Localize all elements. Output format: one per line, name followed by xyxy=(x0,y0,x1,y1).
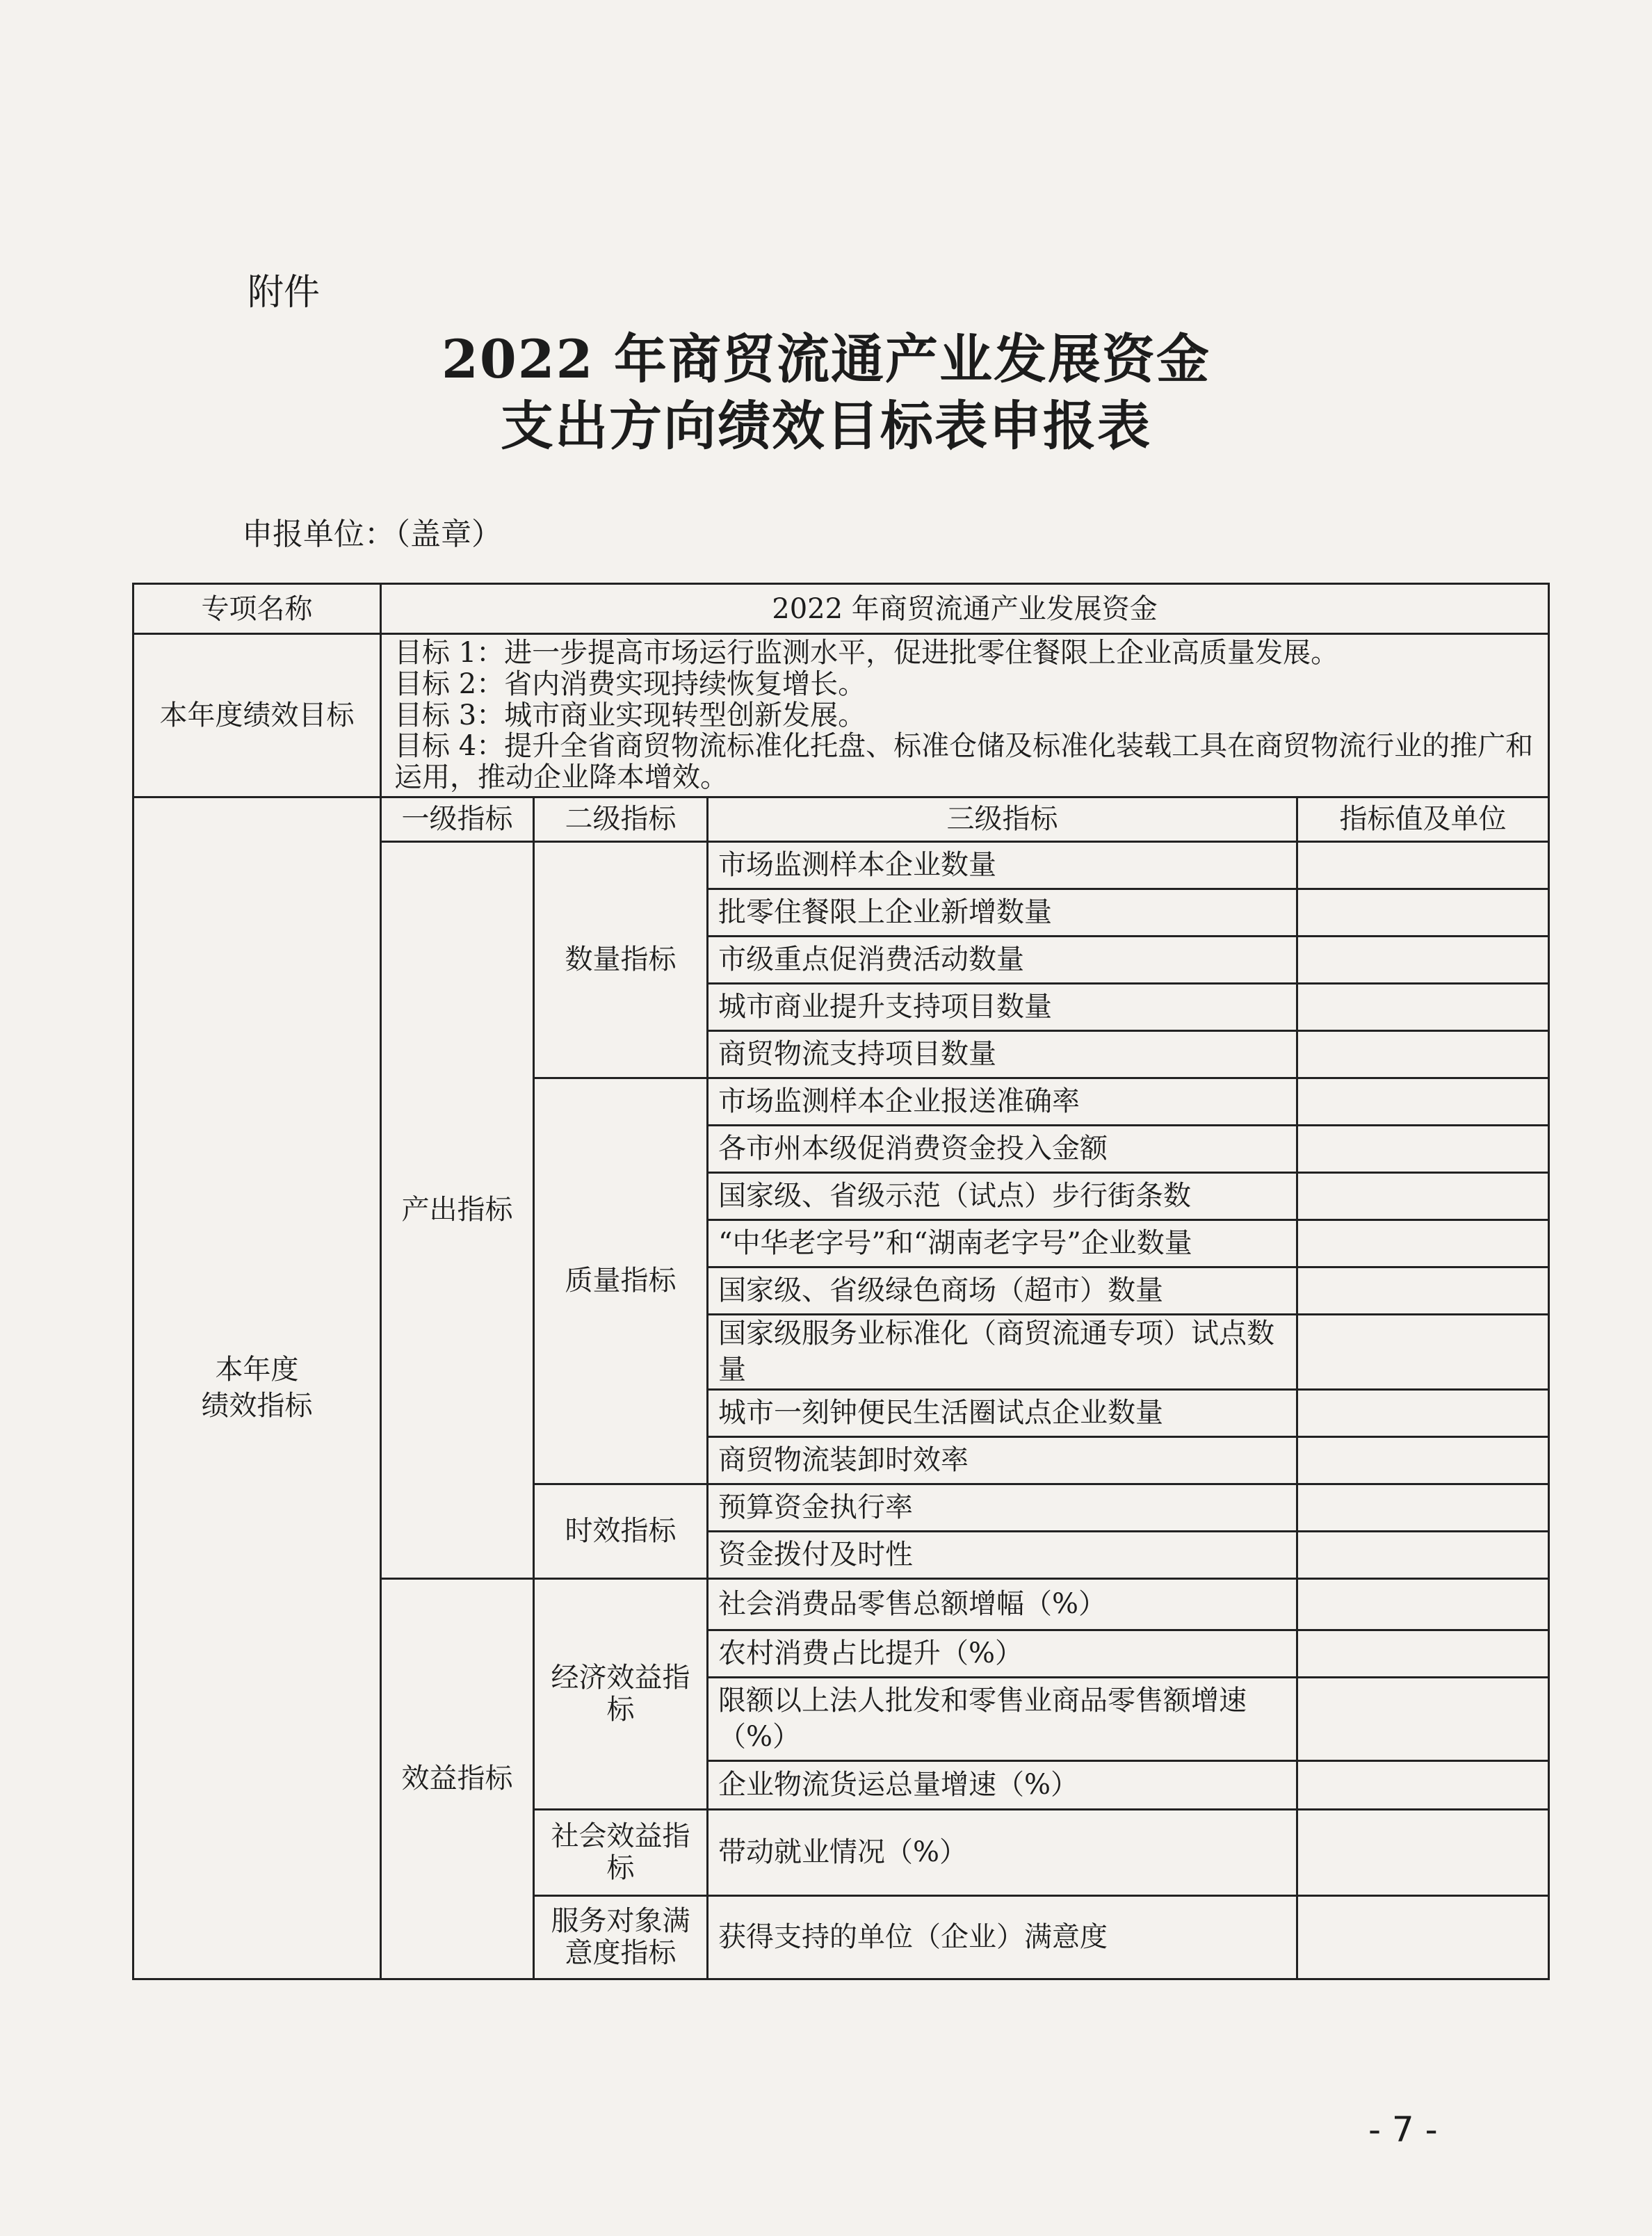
goal-3: 目标 3：城市商业实现转型创新发展。 xyxy=(394,699,866,731)
level3-quality-5: 国家级、省级绿色商场（超市）数量 xyxy=(708,1267,1297,1314)
level3-timeliness-1: 预算资金执行率 xyxy=(708,1484,1297,1531)
level3-quantity-2: 批零住餐限上企业新增数量 xyxy=(708,889,1297,936)
value-unit-satisfaction-1[interactable] xyxy=(1297,1895,1549,1979)
title-line-1: 2022 年商贸流通产业发展资金 xyxy=(442,328,1210,390)
level3-economic-3: 限额以上法人批发和零售业商品零售额增速（%） xyxy=(708,1677,1297,1760)
value-unit-quality-1[interactable] xyxy=(1297,1078,1549,1125)
level3-social-1: 带动就业情况（%） xyxy=(708,1809,1297,1895)
value-unit-quantity-3[interactable] xyxy=(1297,936,1549,983)
value-unit-economic-1[interactable] xyxy=(1297,1578,1549,1630)
value-unit-quality-6[interactable] xyxy=(1297,1314,1549,1389)
level2-economic: 经济效益指标 xyxy=(534,1578,708,1809)
level1-output: 产出指标 xyxy=(381,841,534,1578)
value-unit-social-1[interactable] xyxy=(1297,1809,1549,1895)
header-level3: 三级指标 xyxy=(708,797,1297,841)
level3-economic-1: 社会消费品零售总额增幅（%） xyxy=(708,1578,1297,1630)
value-unit-quantity-1[interactable] xyxy=(1297,841,1549,889)
annual-goals xyxy=(381,634,1549,797)
value-unit-timeliness-2[interactable] xyxy=(1297,1531,1549,1578)
page-number: - 7 - xyxy=(1368,2109,1438,2150)
level3-quantity-4: 城市商业提升支持项目数量 xyxy=(708,983,1297,1030)
value-unit-quality-5[interactable] xyxy=(1297,1267,1549,1314)
value-unit-economic-4[interactable] xyxy=(1297,1760,1549,1809)
value-unit-quality-3[interactable] xyxy=(1297,1172,1549,1220)
level3-economic-2: 农村消费占比提升（%） xyxy=(708,1630,1297,1677)
level3-quantity-5: 商贸物流支持项目数量 xyxy=(708,1030,1297,1078)
value-unit-quality-2[interactable] xyxy=(1297,1125,1549,1172)
title-line-2: 支出方向绩效目标表申报表 xyxy=(501,395,1151,457)
value-unit-quantity-5[interactable] xyxy=(1297,1030,1549,1078)
level2-quality: 质量指标 xyxy=(534,1078,708,1484)
level3-quality-7: 城市一刻钟便民生活圈试点企业数量 xyxy=(708,1389,1297,1436)
level3-quality-8: 商贸物流装卸时效率 xyxy=(708,1436,1297,1484)
level3-quantity-3: 市级重点促消费活动数量 xyxy=(708,936,1297,983)
level3-timeliness-2: 资金拨付及时性 xyxy=(708,1531,1297,1578)
level2-timeliness: 时效指标 xyxy=(534,1484,708,1578)
level3-quality-3: 国家级、省级示范（试点）步行街条数 xyxy=(708,1172,1297,1220)
level3-economic-4: 企业物流货运总量增速（%） xyxy=(708,1760,1297,1809)
level3-quantity-1: 市场监测样本企业数量 xyxy=(708,841,1297,889)
value-unit-economic-3[interactable] xyxy=(1297,1677,1549,1760)
header-value-unit: 指标值及单位 xyxy=(1297,797,1549,841)
attachment-label: 附件 xyxy=(248,272,321,314)
goal-4: 目标 4：提升全省商贸物流标准化托盘、标准仓储及标准化装载工具在商贸物流行业的推广和运用，推动企业降本增效。 xyxy=(394,730,1534,794)
level2-quantity: 数量指标 xyxy=(534,841,708,1078)
level3-quality-6: 国家级服务业标准化（商贸流通专项）试点数量 xyxy=(708,1314,1297,1389)
value-unit-timeliness-1[interactable] xyxy=(1297,1484,1549,1531)
value-unit-quality-7[interactable] xyxy=(1297,1389,1549,1436)
level3-quality-2: 各市州本级促消费资金投入金额 xyxy=(708,1125,1297,1172)
value-unit-quality-4[interactable] xyxy=(1297,1220,1549,1267)
level3-satisfaction-1: 获得支持的单位（企业）满意度 xyxy=(708,1895,1297,1979)
goal-1: 目标 1：进一步提高市场运行监测水平，促进批零住餐限上企业高质量发展。 xyxy=(394,637,1339,669)
project-name-label: 专项名称 xyxy=(133,584,381,634)
level2-satisfaction: 服务对象满意度指标 xyxy=(534,1895,708,1979)
value-unit-quantity-4[interactable] xyxy=(1297,983,1549,1030)
annual-goal-label: 本年度绩效目标 xyxy=(133,634,381,797)
level3-quality-4: “中华老字号”和“湖南老字号”企业数量 xyxy=(708,1220,1297,1267)
level2-social: 社会效益指标 xyxy=(534,1809,708,1895)
value-unit-quantity-2[interactable] xyxy=(1297,889,1549,936)
value-unit-economic-2[interactable] xyxy=(1297,1630,1549,1677)
performance-target-table xyxy=(132,583,1550,1980)
header-level1: 一级指标 xyxy=(381,797,534,841)
header-level2: 二级指标 xyxy=(534,797,708,841)
goal-2: 目标 2：省内消费实现持续恢复增长。 xyxy=(394,667,866,700)
level3-quality-1: 市场监测样本企业报送准确率 xyxy=(708,1078,1297,1125)
value-unit-quality-8[interactable] xyxy=(1297,1436,1549,1484)
level1-benefit: 效益指标 xyxy=(381,1578,534,1979)
project-name-value: 2022 年商贸流通产业发展资金 xyxy=(381,584,1549,634)
reporting-unit: 申报单位：（盖章） xyxy=(242,517,502,552)
indicator-section-label: 本年度 绩效指标 xyxy=(133,797,381,1979)
